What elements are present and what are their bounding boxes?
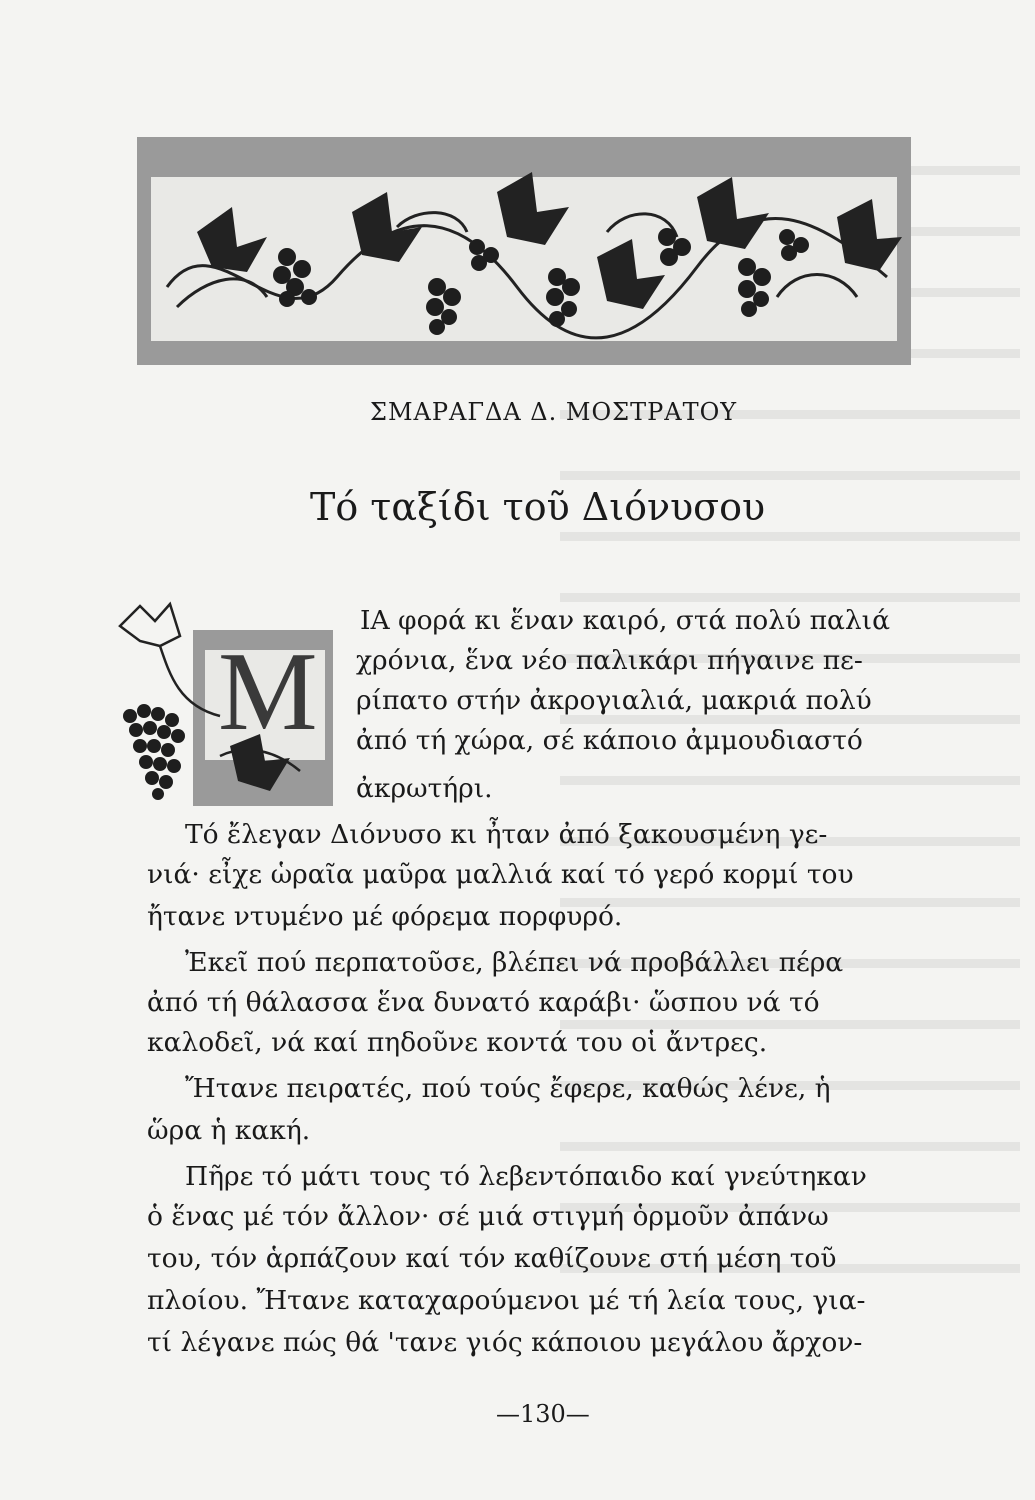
grapevine-icon bbox=[137, 137, 911, 365]
author-name: ΣΜΑΡΑΓΔΑ Δ. ΜΟΣΤΡΑΤΟΥ bbox=[370, 398, 738, 426]
text-line: Ἐκεῖ πού περπατοῦσε, βλέπει νά προβάλλει πέρα bbox=[185, 947, 844, 978]
text-line: Τό ἔλεγαν Διόνυσο κι ἦταν ἀπό ξακουσμένη γε- bbox=[185, 819, 828, 850]
text-line: ἀπό τή χώρα, σέ κάποιο ἀμμουδιαστό bbox=[356, 725, 863, 756]
text-line: ρίπατο στήν ἀκρογιαλιά, μακριά πολύ bbox=[356, 685, 872, 716]
grapevine-banner bbox=[137, 137, 911, 365]
text-line: πλοίου. Ἤτανε καταχαρούμενοι μέ τή λεία τους, για- bbox=[147, 1285, 866, 1316]
text-line: τί λέγανε πώς θά 'τανε γιός κάποιου μεγάλου ἄρχον- bbox=[147, 1327, 863, 1358]
text-line: χρόνια, ἕνα νέο παλικάρι πήγαινε πε- bbox=[356, 645, 863, 676]
page-number: —130— bbox=[496, 1400, 590, 1428]
text-line: Πῆρε τό μάτι τους τό λεβεντόπαιδο καί γνεύτηκαν bbox=[185, 1161, 867, 1192]
page-title: Τό ταξίδι τοῦ Διόνυσου bbox=[310, 485, 766, 529]
text-line: ΙΑ φορά κι ἕναν καιρό, στά πολύ παλιά bbox=[360, 605, 890, 636]
text-line: καλοδεῖ, νά καί πηδοῦνε κοντά του οἱ ἄντρες. bbox=[147, 1027, 768, 1058]
text-line: ἀκρωτήρι. bbox=[356, 773, 493, 804]
text-line: Ἤτανε πειρατές, πού τούς ἔφερε, καθώς λένε, ἡ bbox=[185, 1073, 831, 1104]
drop-cap bbox=[110, 596, 338, 811]
text-line: ἤτανε ντυμένο μέ φόρεμα πορφυρό. bbox=[147, 901, 623, 932]
text-line: ὁ ἕνας μέ τόν ἄλλον· σέ μιά στιγμή ὁρμοῦν ἀπάνω bbox=[147, 1201, 829, 1232]
text-line: ἀπό τή θάλασσα ἕνα δυνατό καράβι· ὥσπου νά τό bbox=[147, 987, 820, 1018]
text-line: νιά· εἶχε ὡραῖα μαῦρα μαλλιά καί τό γερό κορμί του bbox=[147, 859, 854, 890]
text-line: ὥρα ἡ κακή. bbox=[147, 1115, 311, 1146]
drop-cap-letter: Μ bbox=[218, 630, 318, 754]
text-line: του, τόν ἁρπάζουν καί τόν καθίζουνε στή μέση τοῦ bbox=[147, 1243, 837, 1274]
